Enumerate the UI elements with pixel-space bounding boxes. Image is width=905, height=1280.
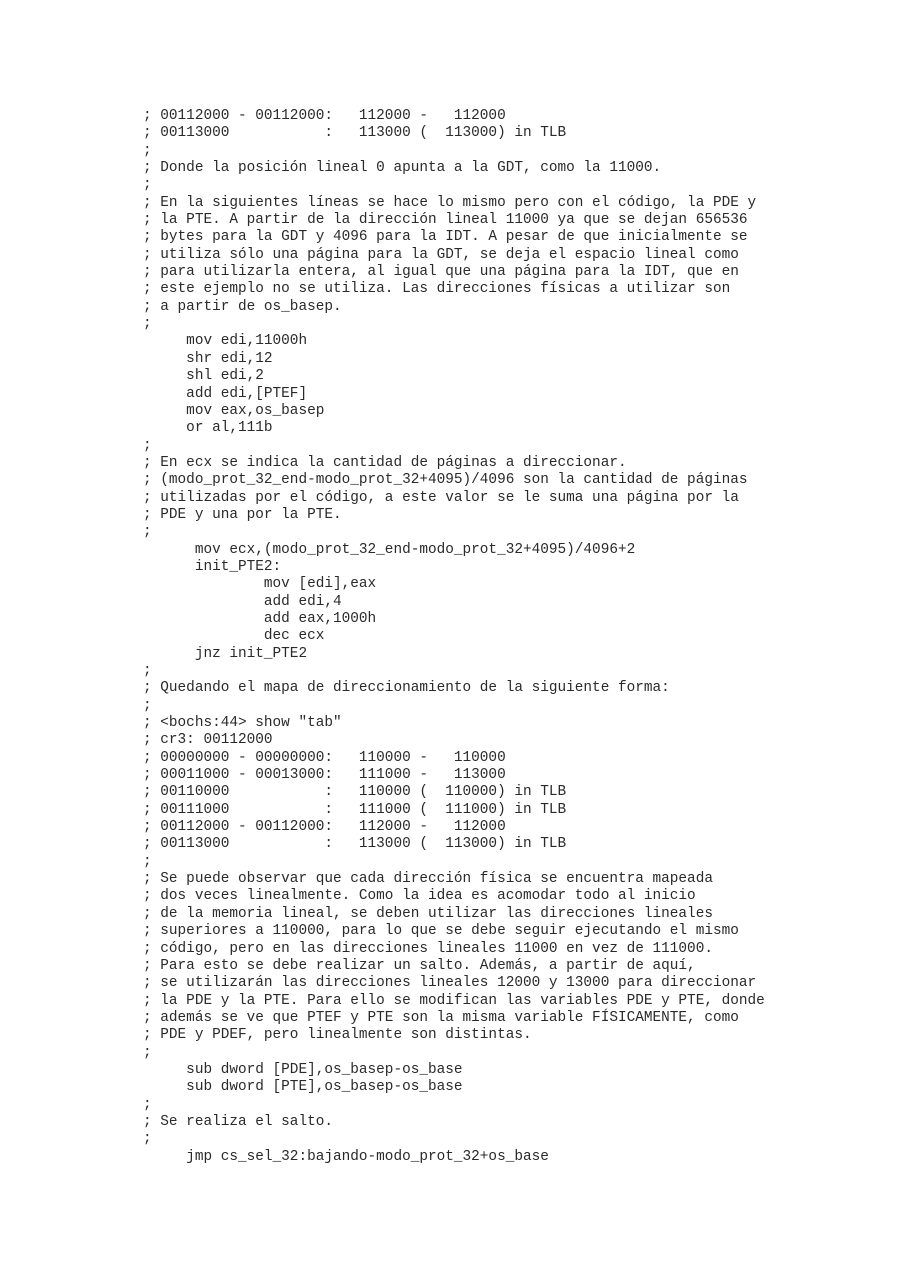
code-line: ;: [143, 437, 152, 454]
code-line: ;: [143, 142, 152, 159]
code-line: jmp cs_sel_32:bajando-modo_prot_32+os_base: [143, 1148, 549, 1165]
code-line: ; 00113000 : 113000 ( 113000) in TLB: [143, 125, 567, 142]
code-line: ;: [143, 1131, 152, 1148]
code-line: ; utilizadas por el código, a este valor se le suma una página por la: [143, 489, 739, 506]
code-line: mov [edi],eax: [143, 576, 377, 593]
code-line: ; a partir de os_basep.: [143, 298, 342, 315]
code-line: shr edi,12: [143, 350, 273, 367]
code-line: ; PDE y una por la PTE.: [143, 506, 342, 523]
code-line: or al,111b: [143, 420, 273, 437]
code-line: ; Se puede observar que cada dirección física se encuentra mapeada: [143, 871, 713, 888]
code-line: ; para utilizarla entera, al igual que una página para la IDT, que en: [143, 264, 739, 281]
code-line: add eax,1000h: [143, 610, 377, 627]
code-line: mov eax,os_basep: [143, 402, 325, 419]
code-line: ;: [143, 1096, 152, 1113]
code-line: ; código, pero en las direcciones lineales 11000 en vez de 111000.: [143, 940, 713, 957]
code-line: jnz init_PTE2: [143, 645, 308, 662]
code-line: ;: [143, 177, 152, 194]
code-line: ;: [143, 663, 152, 679]
code-line: ; Para esto se debe realizar un salto. Además, a partir de aquí,: [143, 957, 696, 974]
code-line: ; En la siguientes líneas se hace lo mismo pero con el código, la PDE y: [143, 194, 757, 211]
code-line: ; se utilizarán las direcciones lineales 12000 y 13000 para direccionar: [143, 975, 757, 992]
code-line: ; bytes para la GDT y 4096 para la IDT. A pesar de que inicialmente se: [143, 229, 748, 246]
code-line: ;: [143, 697, 152, 714]
code-line: ; 00011000 - 00013000: 111000 - 113000: [143, 767, 506, 784]
code-line: ; utiliza sólo una página para la GDT, se deja el espacio lineal como: [143, 246, 739, 263]
code-line: ;: [143, 524, 152, 541]
code-line: ; de la memoria lineal, se deben utilizar las direcciones lineales: [143, 905, 713, 922]
code-line: ; 00112000 - 00112000: 112000 - 112000: [143, 819, 506, 836]
code-line: ; (modo_prot_32_end-modo_prot_32+4095)/4096 son la cantidad de páginas: [143, 472, 748, 489]
code-line: init_PTE2:: [143, 558, 282, 575]
code-line: ; Quedando el mapa de direccionamiento de la siguiente forma:: [143, 680, 670, 697]
code-line: ;: [143, 853, 152, 870]
code-line: ; la PDE y la PTE. Para ello se modifican las variables PDE y PTE, donde: [143, 992, 765, 1009]
code-line: mov edi,11000h: [143, 333, 308, 350]
code-line: sub dword [PDE],os_basep-os_base: [143, 1061, 463, 1078]
code-line: add edi,[PTEF]: [143, 385, 308, 402]
code-line: ; Donde la posición lineal 0 apunta a la GDT, como la 11000.: [143, 160, 662, 177]
code-line: ; 00110000 : 110000 ( 110000) in TLB: [143, 784, 567, 801]
code-line: ; PDE y PDEF, pero linealmente son distintas.: [143, 1027, 532, 1044]
code-line: ; 00111000 : 111000 ( 111000) in TLB: [143, 801, 567, 818]
code-line: sub dword [PTE],os_basep-os_base: [143, 1079, 463, 1096]
code-line: ; además se ve que PTEF y PTE son la misma variable FÍSICAMENTE, como: [143, 1009, 739, 1026]
code-line: ; dos veces linealmente. Como la idea es acomodar todo al inicio: [143, 888, 696, 905]
code-line: ; 00112000 - 00112000: 112000 - 112000: [143, 108, 506, 124]
code-line: ; 00113000 : 113000 ( 113000) in TLB: [143, 836, 567, 853]
code-line: ; cr3: 00112000: [143, 732, 273, 749]
code-line: ; <bochs:44> show "tab": [143, 715, 342, 732]
code-line: ; En ecx se indica la cantidad de páginas a direccionar.: [143, 454, 627, 471]
code-line: ;: [143, 1044, 152, 1061]
code-line: shl edi,2: [143, 368, 264, 385]
code-line: ; superiores a 110000, para lo que se debe seguir ejecutando el mismo: [143, 923, 739, 940]
code-line: dec ecx: [143, 628, 325, 645]
code-line: mov ecx,(modo_prot_32_end-modo_prot_32+4095)/4096+2: [143, 541, 636, 558]
code-line: ; este ejemplo no se utiliza. Las direcciones físicas a utilizar son: [143, 281, 731, 298]
code-line: ; Se realiza el salto.: [143, 1113, 333, 1130]
code-line: ;: [143, 316, 152, 333]
code-line: ; 00000000 - 00000000: 110000 - 110000: [143, 749, 506, 766]
code-line: add edi,4: [143, 593, 342, 610]
code-line: ; la PTE. A partir de la dirección lineal 11000 ya que se dejan 656536: [143, 212, 748, 229]
assembly-code-listing: [143, 108, 765, 1166]
